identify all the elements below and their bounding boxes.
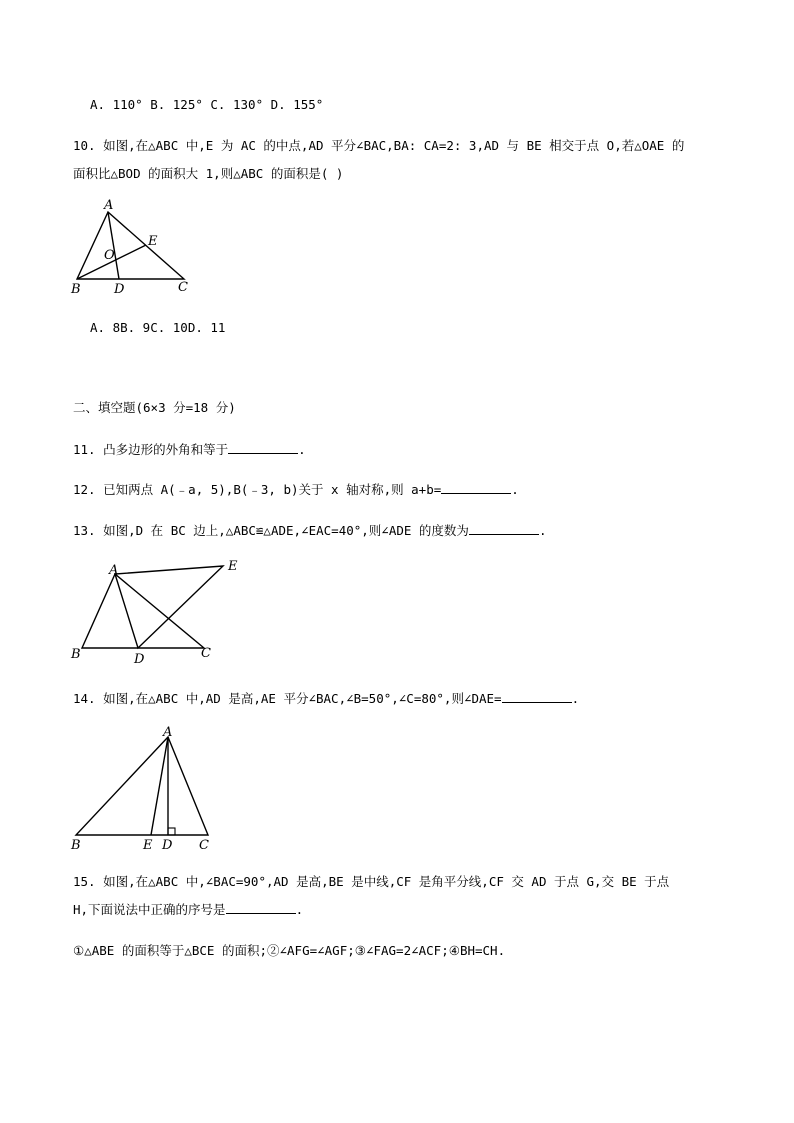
q10-triangle-figure — [68, 198, 198, 298]
q14-text: 14. 如图,在△ABC 中,AD 是高,AE 平分∠BAC,∠B=50°,∠C=80°,则∠DAE= — [73, 691, 502, 706]
q12-line — [73, 481, 519, 499]
q10-label-b: B — [71, 282, 81, 297]
q15-statements: ①△ABE 的面积等于△BCE 的面积;②∠AFG=∠AGF;③∠FAG=2∠ACF;④BH=CH. — [73, 943, 506, 958]
q10-label-e: E — [148, 234, 158, 249]
q14-end: . — [571, 691, 580, 706]
q14-label-c: C — [199, 838, 209, 853]
q13-triangle-figure — [68, 555, 248, 667]
q10-options: A. 8B. 9C. 10D. 11 — [90, 320, 226, 335]
q14-right-angle-mark — [168, 828, 175, 835]
q15-answer-blank[interactable] — [226, 901, 296, 914]
q10-stem-line1: 10. 如图,在△ABC 中,E 为 AC 的中点,AD 平分∠BAC,BA: CA=2: 3,AD 与 BE 相交于点 O,若△OAE 的 — [73, 138, 685, 153]
q10-stem-line2: 面积比△BOD 的面积大 1,则△ABC 的面积是( ) — [73, 166, 344, 181]
q14-label-e: E — [143, 838, 153, 853]
q14-triangle-figure — [68, 725, 218, 853]
q11-end: . — [298, 442, 306, 457]
q13-triangle-abc — [82, 574, 204, 648]
q15-stem-line2-end: . — [295, 902, 304, 917]
q10-label-a: A — [104, 198, 114, 213]
q13-label-b: B — [71, 647, 81, 662]
q12-answer-blank[interactable] — [441, 481, 511, 494]
q14-answer-blank[interactable] — [502, 690, 572, 703]
q14-label-d: D — [162, 838, 173, 853]
section2-title: 二、填空题(6×3 分=18 分) — [73, 400, 236, 415]
q15-stem-line1: 15. 如图,在△ABC 中,∠BAC=90°,AD 是高,BE 是中线,CF 是角平分线,CF 交 AD 于点 G,交 BE 于点 — [73, 874, 670, 889]
q10-segment-ad — [108, 212, 119, 279]
q13-line — [73, 522, 546, 540]
q10-label-d: D — [114, 282, 125, 297]
q14-triangle-abc — [76, 737, 208, 835]
q10-triangle-abc — [77, 212, 184, 279]
q11-line — [73, 441, 306, 459]
q14-line — [73, 690, 579, 708]
q11-answer-blank[interactable] — [228, 441, 298, 454]
q12-text: 12. 已知两点 A(﹣a, 5),B(﹣3, b)关于 x 轴对称,则 a+b= — [73, 482, 442, 497]
q12-end: . — [511, 482, 519, 497]
q13-text: 13. 如图,D 在 BC 边上,△ABC≌△ADE,∠EAC=40°,则∠ADE 的度数为 — [73, 523, 469, 538]
q15-line2 — [73, 901, 303, 919]
q10-label-o: O — [104, 248, 115, 263]
q10-label-c: C — [178, 280, 188, 295]
q9-options: A. 110° B. 125° C. 130° D. 155° — [90, 97, 324, 112]
q13-label-c: C — [201, 646, 211, 661]
q13-label-a: A — [109, 563, 119, 578]
q13-triangle-ade — [115, 566, 223, 648]
q13-end: . — [538, 523, 547, 538]
q14-label-b: B — [71, 838, 81, 853]
q14-label-a: A — [163, 725, 173, 740]
q13-label-d: D — [134, 652, 145, 667]
q11-text: 11. 凸多边形的外角和等于 — [73, 442, 229, 457]
q13-answer-blank[interactable] — [469, 522, 539, 535]
q15-stem-line2-prefix: H,下面说法中正确的序号是 — [73, 902, 226, 917]
q13-label-e: E — [228, 559, 238, 574]
